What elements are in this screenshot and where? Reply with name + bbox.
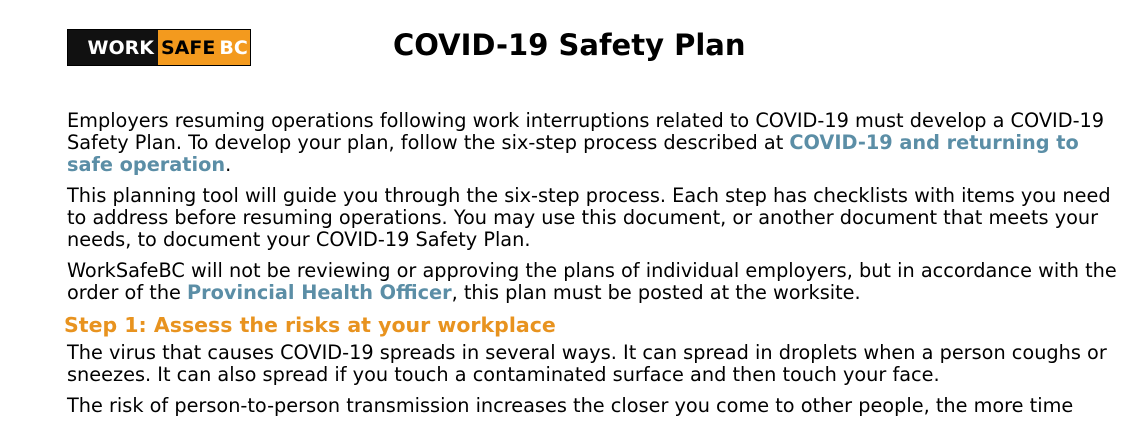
logo-bc-text: BC	[219, 36, 248, 59]
intro-paragraph-3	[67, 260, 1127, 304]
intro-paragraph-2: This planning tool will guide you through the six-step process. Each step has checklists with items you need to address before resuming operations. You may use this document, or another document that meets your needs, to document your COVID-19 Safety Plan.	[67, 184, 1111, 251]
intro-paragraph-3-end: , this plan must be posted at the worksite.	[451, 281, 861, 304]
covid-returning-link[interactable]: COVID-19 and returning to safe operation	[67, 131, 1079, 176]
step-1-heading: Step 1: Assess the risks at your workplace	[64, 313, 556, 337]
intro-paragraph-1-end: .	[225, 153, 232, 176]
step-1-paragraph-2: The risk of person-to-person transmission increases the closer you come to other people, the more time	[67, 394, 1074, 417]
intro-paragraph-3-text: WorkSafeBC will not be reviewing or approving the plans of individual employers, but in accordance with the order of the	[67, 259, 1117, 304]
provincial-health-officer-link[interactable]: Provincial Health Officer	[187, 281, 452, 304]
step-1-paragraph-1: The virus that causes COVID-19 spreads in several ways. It can spread in droplets when a person coughs or sneezes. It can also spread if you touch a contaminated surface and then touch your face.	[67, 341, 1107, 386]
logo-work-text: WORK	[68, 30, 158, 65]
intro-paragraph-1-text: Employers resuming operations following work interruptions related to COVID-19 must develop a COVID-19 Safety Plan. To develop your plan, follow the six-step process described at	[67, 109, 1105, 154]
page-title: COVID-19 Safety Plan	[393, 28, 746, 62]
logo-safe-bc	[158, 30, 250, 65]
logo-safe-text: SAFE	[161, 36, 216, 59]
intro-paragraph-1	[67, 110, 1127, 176]
document-body	[64, 109, 1127, 426]
worksafebc-logo	[67, 29, 251, 66]
